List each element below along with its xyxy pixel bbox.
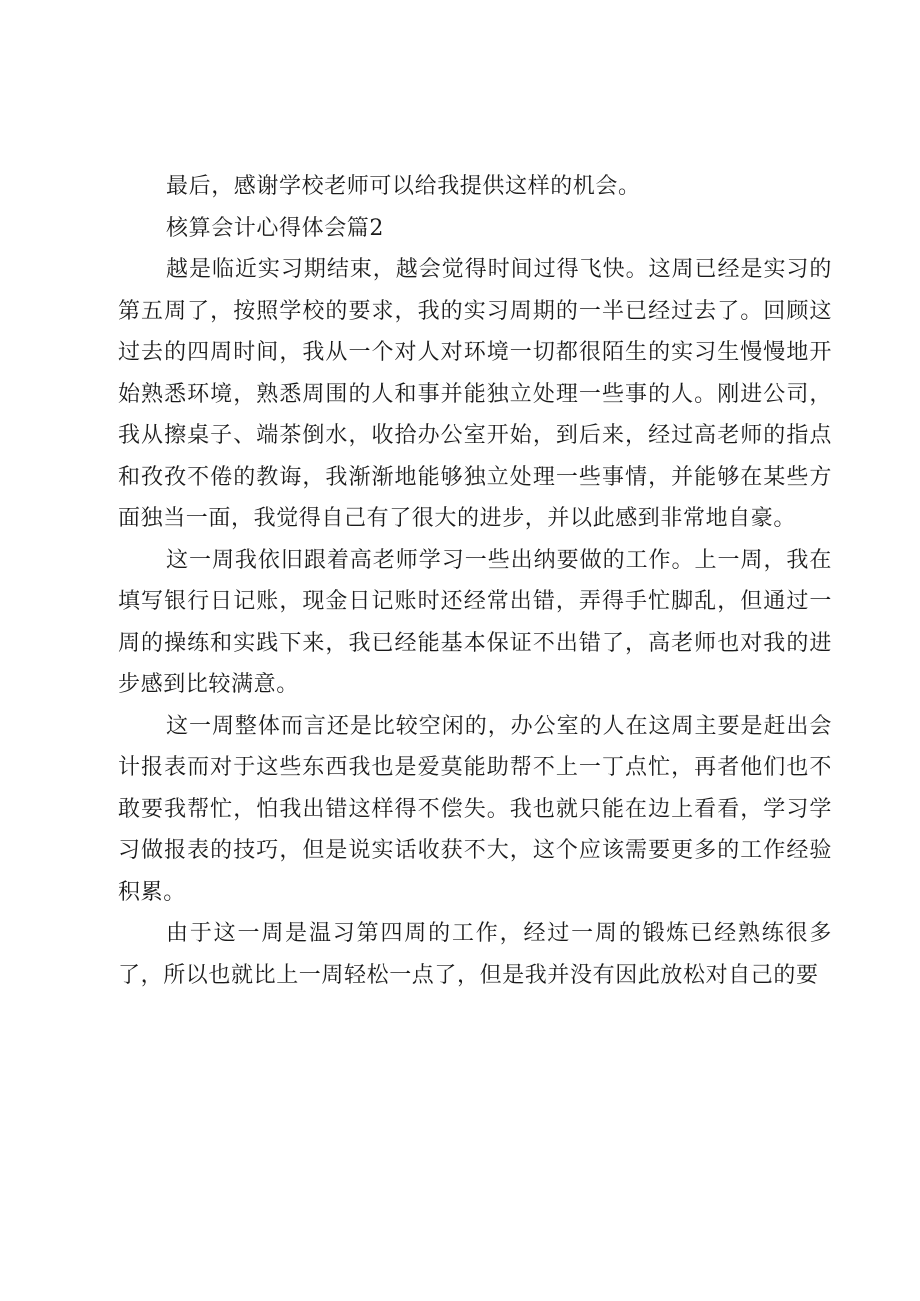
paragraph-closing-thanks: 最后，感谢学校老师可以给我提供这样的机会。 — [166, 174, 641, 199]
section-heading: 核算会计心得体会篇2 — [166, 215, 384, 241]
paragraph-cashier-work: 这一周我依旧跟着高老师学习一些出纳要做的工作。上一周，我在填写银行日记账，现金日记账时还经常出错，弄得手忙脚乱，但通过一周的操练和实践下来，我已经能基本保证不出错了，高老师也对我的进步感到比较满意。 — [118, 547, 832, 697]
paragraph-quiet-week: 这一周整体而言还是比较空闲的，办公室的人在这周主要是赶出会计报表而对于这些东西我也是爱莫能助帮不上一丁点忙，再者他们也不敢要我帮忙，怕我出错这样得不偿失。我也就只能在边上看看，学习学习做报表的技巧，但是说实话收获不大，这个应该需要更多的工作经验积累。 — [118, 713, 832, 905]
paragraph-internship-week5: 越是临近实习期结束，越会觉得时间过得飞快。这周已经是实习的第五周了，按照学校的要求，我的实习周期的一半已经过去了。回顾这过去的四周时间，我从一个对人对环境一切都很陌生的实习生慢慢地开始熟悉环境，熟悉周围的人和事并能独立处理一些事的人。刚进公司，我从擦桌子、端茶倒水，收拾办公室开始，到后来，经过高老师的指点和孜孜不倦的教诲，我渐渐地能够独立处理一些事情，并能够在某些方面独当一面，我觉得自己有了很大的进步，并以此感到非常地自豪。 — [118, 257, 832, 531]
document-body — [118, 166, 832, 996]
paragraph-review-week4: 由于这一周是温习第四周的工作，经过一周的锻炼已经熟练很多了，所以也就比上一周轻松一点了，但是我并没有因此放松对自己的要 — [118, 921, 832, 988]
